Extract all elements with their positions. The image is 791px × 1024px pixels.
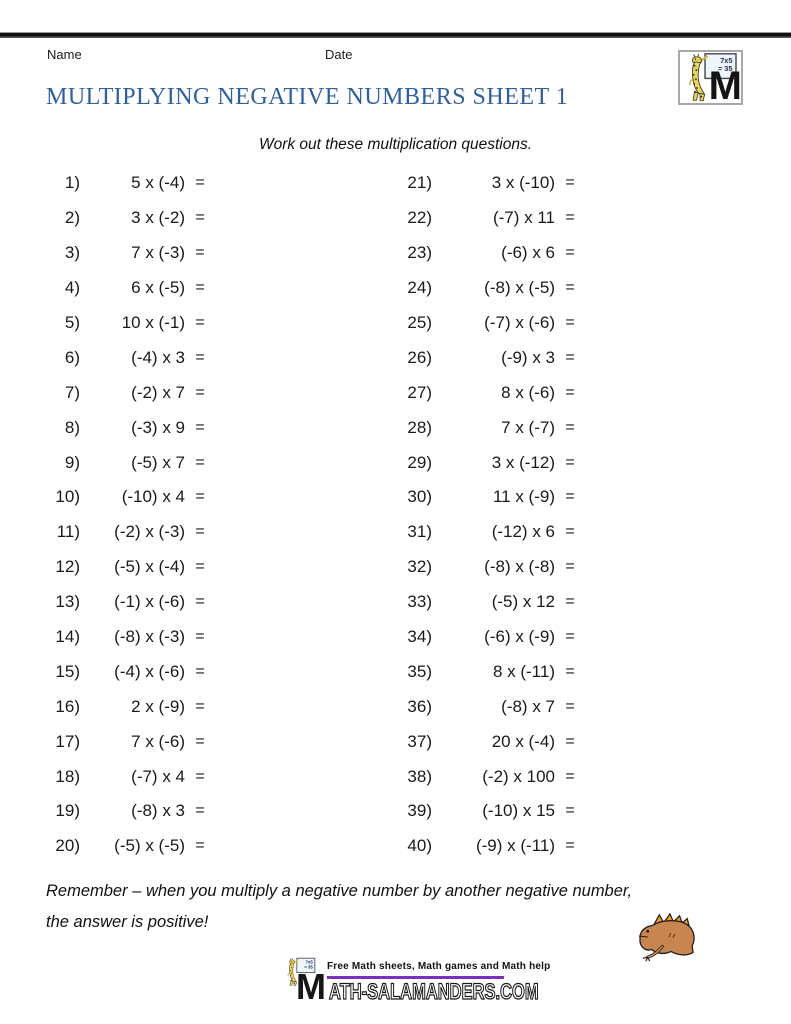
question-expression: (-4) x 3 bbox=[131, 347, 185, 367]
question-row bbox=[352, 515, 585, 550]
salamander-icon bbox=[637, 910, 699, 964]
question-row bbox=[0, 550, 215, 585]
equals-sign: = bbox=[195, 174, 205, 192]
logo-letter-m: M bbox=[708, 64, 740, 108]
question-expression: 7 x (-6) bbox=[131, 731, 185, 751]
question-expression: (-8) x 7 bbox=[501, 696, 555, 716]
question-expression: 7 x (-3) bbox=[131, 243, 185, 263]
date-label: Date bbox=[325, 47, 353, 62]
question-row bbox=[352, 550, 585, 585]
question-expression: (-7) x 4 bbox=[131, 766, 185, 786]
equals-sign: = bbox=[195, 697, 205, 715]
equals-sign: = bbox=[565, 418, 575, 436]
equals-sign: = bbox=[565, 732, 575, 750]
equals-sign: = bbox=[565, 802, 575, 820]
question-row bbox=[0, 759, 215, 794]
equals-sign: = bbox=[195, 558, 205, 576]
question-number: 16) bbox=[55, 696, 80, 716]
question-expression: (-6) x 6 bbox=[501, 243, 555, 263]
equals-sign: = bbox=[195, 314, 205, 331]
question-expression: 20 x (-4) bbox=[491, 731, 555, 751]
question-expression: (-3) x 9 bbox=[131, 417, 185, 437]
question-row bbox=[0, 306, 215, 341]
equals-sign: = bbox=[195, 767, 205, 785]
equals-sign: = bbox=[565, 558, 575, 576]
equals-sign: = bbox=[195, 732, 205, 750]
question-row bbox=[352, 654, 585, 689]
question-number: 20) bbox=[55, 836, 80, 856]
equals-sign: = bbox=[195, 802, 205, 820]
equals-sign: = bbox=[195, 593, 205, 611]
question-row bbox=[352, 794, 585, 829]
question-row bbox=[352, 759, 585, 794]
question-number: 38) bbox=[407, 766, 432, 786]
question-number: 10) bbox=[55, 487, 80, 507]
question-expression: (-4) x (-6) bbox=[114, 661, 185, 681]
question-expression: 2 x (-9) bbox=[131, 696, 185, 716]
question-row bbox=[352, 480, 585, 515]
question-expression: (-2) x 7 bbox=[131, 382, 185, 402]
question-number: 21) bbox=[407, 173, 432, 193]
footer-tagline: Free Math sheets, Math games and Math help bbox=[327, 961, 551, 972]
question-expression: (-8) x 3 bbox=[131, 801, 185, 821]
question-row bbox=[0, 445, 215, 480]
question-number: 22) bbox=[407, 208, 432, 228]
name-label: Name bbox=[47, 47, 82, 62]
question-number: 30) bbox=[407, 487, 432, 507]
header-divider bbox=[0, 32, 791, 38]
reminder-line2: the answer is positive! bbox=[46, 913, 209, 931]
wordmark-initial: M bbox=[296, 966, 326, 1007]
question-number: 4) bbox=[64, 278, 80, 298]
equals-sign: = bbox=[565, 697, 575, 715]
question-row bbox=[352, 201, 585, 236]
question-number: 18) bbox=[55, 766, 80, 786]
equals-sign: = bbox=[195, 279, 205, 297]
question-number: 7) bbox=[64, 382, 80, 402]
instruction-text: Work out these multiplication questions. bbox=[258, 136, 533, 153]
question-row bbox=[0, 620, 215, 655]
question-row bbox=[0, 654, 215, 689]
equals-sign: = bbox=[565, 279, 575, 297]
equals-sign: = bbox=[565, 523, 575, 541]
question-number: 25) bbox=[407, 313, 432, 332]
question-row bbox=[352, 585, 585, 620]
question-number: 39) bbox=[407, 801, 432, 821]
question-row bbox=[352, 689, 585, 724]
question-expression: 3 x (-2) bbox=[131, 208, 185, 228]
page-title: MULTIPLYING NEGATIVE NUMBERS SHEET 1 bbox=[46, 84, 569, 110]
question-row bbox=[352, 166, 585, 201]
question-number: 34) bbox=[407, 627, 432, 647]
question-row bbox=[352, 375, 585, 410]
site-logo bbox=[678, 50, 743, 108]
question-row bbox=[352, 620, 585, 655]
question-expression: (-8) x (-5) bbox=[484, 278, 555, 298]
question-row bbox=[0, 585, 215, 620]
question-row bbox=[352, 236, 585, 271]
question-expression: (-7) x 11 bbox=[492, 208, 555, 228]
equals-sign: = bbox=[195, 348, 205, 366]
equals-sign: = bbox=[565, 593, 575, 611]
question-number: 17) bbox=[55, 731, 80, 751]
question-number: 5) bbox=[64, 313, 80, 332]
question-row bbox=[352, 724, 585, 759]
question-number: 1) bbox=[64, 173, 80, 193]
question-number: 19) bbox=[55, 801, 80, 821]
question-number: 27) bbox=[407, 382, 432, 402]
question-row bbox=[0, 271, 215, 306]
equals-sign: = bbox=[195, 488, 205, 506]
question-row bbox=[0, 829, 215, 864]
question-row bbox=[352, 829, 585, 864]
question-expression: (-9) x (-11) bbox=[475, 836, 555, 856]
question-number: 32) bbox=[407, 557, 432, 577]
question-number: 12) bbox=[55, 557, 80, 577]
question-expression: (-10) x 4 bbox=[121, 487, 185, 507]
question-row bbox=[0, 340, 215, 375]
equals-sign: = bbox=[565, 767, 575, 785]
equals-sign: = bbox=[195, 209, 205, 227]
equals-sign: = bbox=[565, 662, 575, 680]
question-number: 31) bbox=[407, 522, 432, 542]
question-row bbox=[352, 445, 585, 480]
question-number: 15) bbox=[55, 661, 80, 681]
question-expression: (-6) x (-9) bbox=[484, 627, 555, 647]
question-number: 28) bbox=[407, 417, 432, 437]
question-expression: (-2) x (-3) bbox=[114, 522, 185, 542]
question-number: 29) bbox=[407, 452, 432, 472]
question-expression: 3 x (-12) bbox=[491, 452, 555, 472]
question-expression: (-10) x 15 bbox=[482, 801, 555, 821]
question-expression: (-2) x 100 bbox=[482, 766, 555, 786]
question-row bbox=[0, 166, 215, 201]
question-row bbox=[0, 724, 215, 759]
equals-sign: = bbox=[195, 453, 205, 471]
question-row bbox=[0, 794, 215, 829]
question-row bbox=[0, 375, 215, 410]
question-row bbox=[352, 271, 585, 306]
equals-sign: = bbox=[565, 209, 575, 227]
question-row bbox=[0, 689, 215, 724]
question-expression: (-1) x (-6) bbox=[114, 592, 185, 612]
question-number: 13) bbox=[55, 592, 80, 612]
equals-sign: = bbox=[195, 383, 205, 401]
question-number: 40) bbox=[407, 836, 432, 856]
wordmark-text: ATH-SALAMANDERS.COM bbox=[329, 979, 539, 1004]
question-expression: (-5) x 12 bbox=[491, 592, 555, 612]
question-expression: 3 x (-10) bbox=[491, 173, 555, 193]
question-number: 23) bbox=[407, 243, 432, 263]
question-number: 2) bbox=[64, 208, 80, 228]
question-expression: (-8) x (-3) bbox=[114, 627, 185, 647]
question-row bbox=[0, 410, 215, 445]
question-number: 14) bbox=[55, 627, 80, 647]
question-row bbox=[0, 515, 215, 550]
equals-sign: = bbox=[195, 523, 205, 541]
question-row bbox=[0, 480, 215, 515]
question-number: 37) bbox=[407, 731, 432, 751]
equals-sign: = bbox=[565, 174, 575, 192]
question-expression: 10 x (-1) bbox=[121, 313, 185, 332]
question-expression: 8 x (-11) bbox=[492, 661, 555, 681]
reminder-note bbox=[46, 876, 632, 938]
equals-sign: = bbox=[565, 837, 575, 855]
question-number: 24) bbox=[407, 278, 432, 298]
equals-sign: = bbox=[565, 628, 575, 646]
equals-sign: = bbox=[195, 244, 205, 262]
question-expression: 11 x (-9) bbox=[492, 487, 555, 507]
equals-sign: = bbox=[565, 244, 575, 262]
question-row bbox=[352, 306, 585, 341]
equals-sign: = bbox=[195, 418, 205, 436]
question-number: 8) bbox=[64, 417, 80, 437]
equals-sign: = bbox=[565, 488, 575, 506]
equals-sign: = bbox=[195, 837, 205, 855]
question-number: 33) bbox=[407, 592, 432, 612]
equals-sign: = bbox=[565, 348, 575, 366]
equals-sign: = bbox=[195, 662, 205, 680]
question-row bbox=[352, 410, 585, 445]
question-number: 11) bbox=[56, 522, 80, 542]
question-expression: 6 x (-5) bbox=[131, 278, 185, 298]
equals-sign: = bbox=[565, 383, 575, 401]
questions-column-right bbox=[352, 166, 585, 864]
question-expression: (-5) x (-4) bbox=[114, 557, 185, 577]
reminder-line1: Remember – when you multiply a negative number by another negative number, bbox=[46, 882, 633, 900]
equals-sign: = bbox=[565, 314, 575, 331]
equals-sign: = bbox=[195, 628, 205, 646]
question-expression: (-7) x (-6) bbox=[484, 313, 555, 332]
question-row bbox=[352, 340, 585, 375]
question-expression: 8 x (-6) bbox=[501, 382, 555, 402]
questions-column-left bbox=[0, 166, 215, 864]
question-number: 35) bbox=[407, 661, 432, 681]
question-expression: (-5) x 7 bbox=[131, 452, 185, 472]
question-row bbox=[0, 236, 215, 271]
question-expression: (-5) x (-5) bbox=[114, 836, 185, 856]
question-number: 9) bbox=[64, 452, 80, 472]
question-expression: 5 x (-4) bbox=[131, 173, 185, 193]
question-expression: (-8) x (-8) bbox=[484, 557, 555, 577]
question-number: 36) bbox=[407, 696, 432, 716]
question-number: 6) bbox=[64, 347, 80, 367]
question-expression: 7 x (-7) bbox=[501, 417, 555, 437]
question-expression: (-9) x 3 bbox=[501, 347, 555, 367]
question-number: 26) bbox=[407, 347, 432, 367]
equals-sign: = bbox=[565, 453, 575, 471]
question-number: 3) bbox=[64, 243, 80, 263]
question-expression: (-12) x 6 bbox=[491, 522, 555, 542]
question-row bbox=[0, 201, 215, 236]
